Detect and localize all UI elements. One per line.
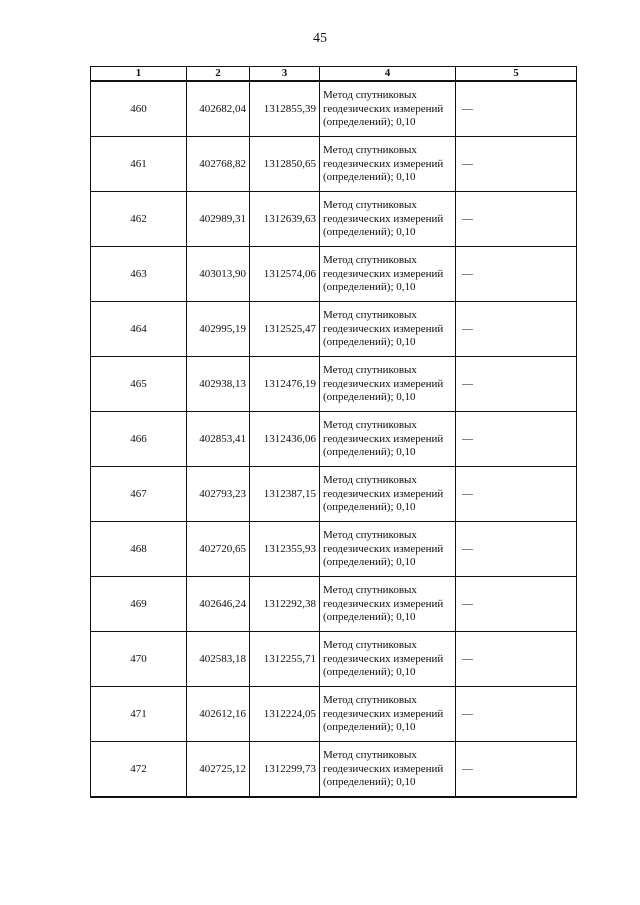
y-coordinate-cell: 1312525,47 <box>250 302 320 357</box>
x-coordinate-cell: 402612,16 <box>187 687 250 742</box>
x-coordinate-cell: 402725,12 <box>187 742 250 798</box>
x-coordinate-cell: 402583,18 <box>187 632 250 687</box>
point-number-cell: 470 <box>91 632 187 687</box>
y-coordinate-cell: 1312476,19 <box>250 357 320 412</box>
note-cell: — <box>456 632 577 687</box>
method-cell: Метод спутниковых геодезических измерений (определений); 0,10 <box>320 357 456 412</box>
point-number-cell: 466 <box>91 412 187 467</box>
x-coordinate-cell: 402720,65 <box>187 522 250 577</box>
point-number-cell: 461 <box>91 137 187 192</box>
x-coordinate-cell: 402989,31 <box>187 192 250 247</box>
note-cell: — <box>456 192 577 247</box>
note-cell: — <box>456 577 577 632</box>
method-cell: Метод спутниковых геодезических измерений (определений); 0,10 <box>320 577 456 632</box>
y-coordinate-cell: 1312224,05 <box>250 687 320 742</box>
column-header-2: 2 <box>187 67 250 82</box>
column-header-3: 3 <box>250 67 320 82</box>
page-number: 45 <box>313 31 327 46</box>
method-cell: Метод спутниковых геодезических измерений (определений); 0,10 <box>320 247 456 302</box>
point-number-cell: 460 <box>91 81 187 137</box>
table-row <box>91 192 577 247</box>
table-row <box>91 137 577 192</box>
point-number-cell: 469 <box>91 577 187 632</box>
point-number-cell: 471 <box>91 687 187 742</box>
y-coordinate-cell: 1312855,39 <box>250 81 320 137</box>
method-cell: Метод спутниковых геодезических измерений (определений); 0,10 <box>320 522 456 577</box>
method-cell: Метод спутниковых геодезических измерений (определений); 0,10 <box>320 687 456 742</box>
table-body <box>91 81 577 797</box>
method-cell: Метод спутниковых геодезических измерений (определений); 0,10 <box>320 81 456 137</box>
method-cell: Метод спутниковых геодезических измерений (определений); 0,10 <box>320 412 456 467</box>
x-coordinate-cell: 403013,90 <box>187 247 250 302</box>
point-number-cell: 463 <box>91 247 187 302</box>
table-row <box>91 247 577 302</box>
note-cell: — <box>456 137 577 192</box>
point-number-cell: 464 <box>91 302 187 357</box>
table-row <box>91 357 577 412</box>
note-cell: — <box>456 247 577 302</box>
x-coordinate-cell: 402682,04 <box>187 81 250 137</box>
y-coordinate-cell: 1312436,06 <box>250 412 320 467</box>
note-cell: — <box>456 81 577 137</box>
table-row <box>91 687 577 742</box>
method-cell: Метод спутниковых геодезических измерений (определений); 0,10 <box>320 632 456 687</box>
note-cell: — <box>456 742 577 798</box>
x-coordinate-cell: 402793,23 <box>187 467 250 522</box>
x-coordinate-cell: 402768,82 <box>187 137 250 192</box>
y-coordinate-cell: 1312355,93 <box>250 522 320 577</box>
note-cell: — <box>456 687 577 742</box>
point-number-cell: 472 <box>91 742 187 798</box>
y-coordinate-cell: 1312387,15 <box>250 467 320 522</box>
y-coordinate-cell: 1312639,63 <box>250 192 320 247</box>
note-cell: — <box>456 412 577 467</box>
method-cell: Метод спутниковых геодезических измерений (определений); 0,10 <box>320 742 456 798</box>
x-coordinate-cell: 402646,24 <box>187 577 250 632</box>
table-header-row <box>91 67 577 82</box>
table-row <box>91 302 577 357</box>
point-number-cell: 467 <box>91 467 187 522</box>
point-number-cell: 462 <box>91 192 187 247</box>
table-row <box>91 742 577 798</box>
y-coordinate-cell: 1312299,73 <box>250 742 320 798</box>
y-coordinate-cell: 1312850,65 <box>250 137 320 192</box>
y-coordinate-cell: 1312292,38 <box>250 577 320 632</box>
method-cell: Метод спутниковых геодезических измерений (определений); 0,10 <box>320 192 456 247</box>
method-cell: Метод спутниковых геодезических измерений (определений); 0,10 <box>320 137 456 192</box>
y-coordinate-cell: 1312255,71 <box>250 632 320 687</box>
note-cell: — <box>456 522 577 577</box>
method-cell: Метод спутниковых геодезических измерений (определений); 0,10 <box>320 302 456 357</box>
y-coordinate-cell: 1312574,06 <box>250 247 320 302</box>
x-coordinate-cell: 402853,41 <box>187 412 250 467</box>
note-cell: — <box>456 302 577 357</box>
column-header-5: 5 <box>456 67 577 82</box>
table-row <box>91 467 577 522</box>
column-header-1: 1 <box>91 67 187 82</box>
note-cell: — <box>456 357 577 412</box>
table-row <box>91 577 577 632</box>
x-coordinate-cell: 402938,13 <box>187 357 250 412</box>
note-cell: — <box>456 467 577 522</box>
method-cell: Метод спутниковых геодезических измерений (определений); 0,10 <box>320 467 456 522</box>
point-number-cell: 468 <box>91 522 187 577</box>
coordinates-table <box>90 66 577 798</box>
x-coordinate-cell: 402995,19 <box>187 302 250 357</box>
column-header-4: 4 <box>320 67 456 82</box>
table-row <box>91 522 577 577</box>
point-number-cell: 465 <box>91 357 187 412</box>
table-row <box>91 81 577 137</box>
table-row <box>91 412 577 467</box>
table-row <box>91 632 577 687</box>
